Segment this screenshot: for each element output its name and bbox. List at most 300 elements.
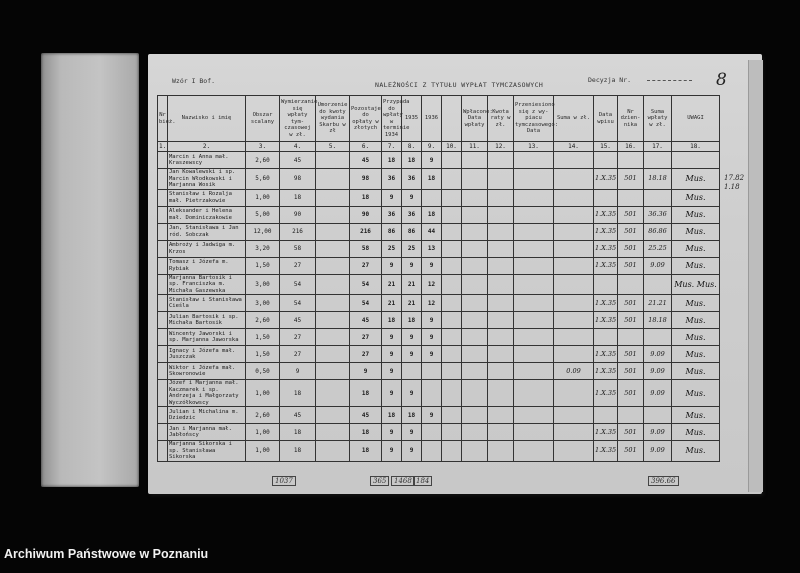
cell-c7: 9 <box>382 424 402 441</box>
cell-empty <box>442 346 462 363</box>
cell-c9: 12 <box>422 295 442 312</box>
cell-c9 <box>422 424 442 441</box>
cell-name: Stanisław i Stanisława Cieśla <box>168 295 246 312</box>
cell-empty <box>488 312 514 329</box>
cell-empty <box>442 424 462 441</box>
cell-c4: 9 <box>280 363 316 380</box>
cell-empty <box>514 189 554 206</box>
cell-empty <box>554 441 594 462</box>
column-header-6: Pozostaje do opłaty w złotych <box>350 96 382 142</box>
cell-empty <box>158 363 168 380</box>
cell-c7: 9 <box>382 363 402 380</box>
cell-c18: Mus. <box>672 312 720 329</box>
cell-name: Ambroży i Jadwiga m. Krzos <box>168 240 246 257</box>
cell-c4: 45 <box>280 407 316 424</box>
cell-empty <box>442 206 462 223</box>
cell-c16 <box>618 152 644 169</box>
cell-c5 <box>316 407 350 424</box>
cell-c18: Mus. <box>672 424 720 441</box>
column-header-2: Nazwisko i imię <box>168 96 246 142</box>
cell-c7: 18 <box>382 312 402 329</box>
cell-c7: 9 <box>382 346 402 363</box>
cell-c8: 21 <box>402 274 422 295</box>
cell-c16 <box>618 407 644 424</box>
cell-c6: 18 <box>350 380 382 407</box>
cell-c15: 1.X.35 <box>594 312 618 329</box>
cell-empty <box>442 169 462 190</box>
cell-c5 <box>316 363 350 380</box>
cell-c9 <box>422 363 442 380</box>
cell-c14: 0.09 <box>554 363 594 380</box>
cell-c18: Mus. <box>672 346 720 363</box>
cell-c4: 90 <box>280 206 316 223</box>
cell-c6: 58 <box>350 240 382 257</box>
cell-empty <box>514 223 554 240</box>
cell-c6: 27 <box>350 346 382 363</box>
cell-empty <box>158 329 168 346</box>
cell-c5 <box>316 257 350 274</box>
column-number-16: 16. <box>618 142 644 152</box>
column-header-3: Obszar scalany <box>246 96 280 142</box>
cell-c4: 54 <box>280 295 316 312</box>
cell-c18: Mus. <box>672 240 720 257</box>
cell-c17: 86.86 <box>644 223 672 240</box>
cell-empty <box>488 223 514 240</box>
cell-c15 <box>594 274 618 295</box>
cell-empty <box>442 407 462 424</box>
cell-empty <box>554 240 594 257</box>
cell-empty <box>514 295 554 312</box>
cell-c3: 1,50 <box>246 329 280 346</box>
cell-empty <box>514 169 554 190</box>
cell-empty <box>514 346 554 363</box>
cell-c8: 9 <box>402 380 422 407</box>
table-row <box>158 206 720 223</box>
column-number-17: 17. <box>644 142 672 152</box>
cell-empty <box>488 240 514 257</box>
cell-empty <box>554 329 594 346</box>
cell-c7: 9 <box>382 257 402 274</box>
cell-empty <box>488 363 514 380</box>
cell-empty <box>462 424 488 441</box>
cell-empty <box>488 206 514 223</box>
cell-empty <box>554 223 594 240</box>
cell-c5 <box>316 295 350 312</box>
cell-c17: 9.09 <box>644 257 672 274</box>
cell-c8: 9 <box>402 346 422 363</box>
cell-empty <box>158 240 168 257</box>
cell-empty <box>488 169 514 190</box>
cell-name: Wiktor i Józefa mał. Skowronowie <box>168 363 246 380</box>
cell-empty <box>554 257 594 274</box>
cell-c8: 9 <box>402 189 422 206</box>
cell-empty <box>488 295 514 312</box>
cell-empty <box>442 380 462 407</box>
cell-c7: 86 <box>382 223 402 240</box>
cell-c16: 501 <box>618 169 644 190</box>
cell-name: Jan, Stanisława i Jan ród. Sobczak <box>168 223 246 240</box>
cell-c4: 216 <box>280 223 316 240</box>
cell-c8: 36 <box>402 169 422 190</box>
cell-empty <box>462 346 488 363</box>
cell-empty <box>554 152 594 169</box>
column-number-7: 7. <box>382 142 402 152</box>
cell-c16: 501 <box>618 295 644 312</box>
cell-empty <box>158 424 168 441</box>
cell-c8: 9 <box>402 329 422 346</box>
cell-empty <box>554 380 594 407</box>
cell-c17 <box>644 274 672 295</box>
cell-empty <box>514 424 554 441</box>
cell-c17: 9.09 <box>644 424 672 441</box>
table-row <box>158 274 720 295</box>
cell-c8: 9 <box>402 424 422 441</box>
cell-c9: 18 <box>422 206 442 223</box>
cell-c7: 18 <box>382 152 402 169</box>
cell-c15: 1.X.35 <box>594 424 618 441</box>
cell-empty <box>554 424 594 441</box>
column-number-2: 2. <box>168 142 246 152</box>
cell-c17 <box>644 407 672 424</box>
cell-c18: Mus. <box>672 363 720 380</box>
cell-c17 <box>644 152 672 169</box>
table-row <box>158 346 720 363</box>
cell-c16: 501 <box>618 346 644 363</box>
cell-name: Marcin i Anna mał. Kraszewscy <box>168 152 246 169</box>
cell-c5 <box>316 240 350 257</box>
cell-c8: 9 <box>402 441 422 462</box>
table-row <box>158 295 720 312</box>
cell-empty <box>488 257 514 274</box>
cell-empty <box>462 223 488 240</box>
cell-empty <box>442 257 462 274</box>
cell-empty <box>442 312 462 329</box>
cell-c18: Mus. <box>672 169 720 190</box>
column-number-10: 10. <box>442 142 462 152</box>
cell-c3: 1,00 <box>246 441 280 462</box>
cell-c15: 1.X.35 <box>594 240 618 257</box>
cell-c16: 501 <box>618 312 644 329</box>
cell-c3: 3,00 <box>246 274 280 295</box>
column-number-18: 18. <box>672 142 720 152</box>
cell-empty <box>158 152 168 169</box>
cell-name: Józef i Marjanna mał. Kaczmarek i sp. Andrzeja i Małgorzaty Wyczółkowscy <box>168 380 246 407</box>
cell-c3: 1,50 <box>246 257 280 274</box>
cell-c5 <box>316 274 350 295</box>
cell-empty <box>514 206 554 223</box>
total-column-17: 396.66 <box>648 476 679 486</box>
cell-c7: 25 <box>382 240 402 257</box>
cell-c15: 1.X.35 <box>594 257 618 274</box>
cell-c4: 45 <box>280 312 316 329</box>
cell-name: Aleksander i Helena mał. Dominiczakowie <box>168 206 246 223</box>
cell-c6: 45 <box>350 152 382 169</box>
cell-empty <box>462 312 488 329</box>
table-row <box>158 240 720 257</box>
table-row <box>158 363 720 380</box>
cell-c15 <box>594 189 618 206</box>
cell-c16 <box>618 329 644 346</box>
cell-c6: 9 <box>350 363 382 380</box>
cell-empty <box>488 346 514 363</box>
cell-c17: 9.09 <box>644 441 672 462</box>
cell-c18: Mus. <box>672 407 720 424</box>
table-row <box>158 169 720 190</box>
cell-empty <box>554 407 594 424</box>
column-number-row <box>158 142 720 152</box>
cell-c3: 2,60 <box>246 312 280 329</box>
cell-c3: 3,00 <box>246 295 280 312</box>
cell-empty <box>488 407 514 424</box>
cell-c6: 54 <box>350 295 382 312</box>
header-row <box>158 96 720 142</box>
column-header-13: Przeniesiono się z wy- piacu tymczasowego: Data <box>514 96 554 142</box>
cell-c17: 18.18 <box>644 169 672 190</box>
column-number-6: 6. <box>350 142 382 152</box>
column-header-5: Umorzenie do kwoty wydania Skarbu w zł <box>316 96 350 142</box>
cell-empty <box>442 295 462 312</box>
cell-c9: 18 <box>422 169 442 190</box>
cell-c6: 54 <box>350 274 382 295</box>
cell-c6: 216 <box>350 223 382 240</box>
cell-empty <box>514 329 554 346</box>
cell-c7: 21 <box>382 274 402 295</box>
column-number-9: 9. <box>422 142 442 152</box>
cell-empty <box>442 189 462 206</box>
cell-c6: 18 <box>350 441 382 462</box>
cell-c8 <box>402 363 422 380</box>
cell-c16: 501 <box>618 240 644 257</box>
cell-empty <box>514 257 554 274</box>
cell-empty <box>462 295 488 312</box>
cell-empty <box>158 257 168 274</box>
cell-empty <box>514 407 554 424</box>
cell-empty <box>462 274 488 295</box>
cell-c7: 36 <box>382 169 402 190</box>
cell-c16 <box>618 189 644 206</box>
cell-empty <box>488 329 514 346</box>
total-column-4: 1037 <box>272 476 296 486</box>
cell-empty <box>442 223 462 240</box>
cell-empty <box>488 152 514 169</box>
cell-c8: 18 <box>402 407 422 424</box>
column-header-8: 1935 <box>402 96 422 142</box>
cell-c18: Mus. <box>672 295 720 312</box>
cell-c6: 45 <box>350 312 382 329</box>
cell-c15 <box>594 329 618 346</box>
cell-c8: 86 <box>402 223 422 240</box>
cell-empty <box>554 274 594 295</box>
column-header-16: Nr dzien- nika <box>618 96 644 142</box>
cell-c5 <box>316 169 350 190</box>
cell-empty <box>554 169 594 190</box>
cell-c4: 54 <box>280 274 316 295</box>
column-header-12: Kwota raty w zł. <box>488 96 514 142</box>
cell-c9: 9 <box>422 152 442 169</box>
cell-c16: 501 <box>618 206 644 223</box>
table-row <box>158 441 720 462</box>
cell-c17: 18.18 <box>644 312 672 329</box>
cell-c3: 2,60 <box>246 152 280 169</box>
cell-c17 <box>644 329 672 346</box>
cell-empty <box>158 380 168 407</box>
column-number-12: 12. <box>488 142 514 152</box>
cell-empty <box>442 274 462 295</box>
cell-c15: 1.X.35 <box>594 206 618 223</box>
table-row <box>158 407 720 424</box>
page-number: 8 <box>716 70 727 90</box>
cell-c16: 501 <box>618 380 644 407</box>
cell-empty <box>462 240 488 257</box>
cell-c5 <box>316 206 350 223</box>
cell-empty <box>158 223 168 240</box>
cell-c16: 501 <box>618 424 644 441</box>
cell-empty <box>514 380 554 407</box>
column-header-9: 1936 <box>422 96 442 142</box>
cell-name: Marjanna Bartosik i sp. Franciszka m. Michała Gaszewska <box>168 274 246 295</box>
cell-empty <box>158 274 168 295</box>
cell-c4: 18 <box>280 441 316 462</box>
cell-c9: 9 <box>422 257 442 274</box>
cell-c5 <box>316 329 350 346</box>
cell-c8: 18 <box>402 152 422 169</box>
cell-c8: 21 <box>402 295 422 312</box>
cell-c16 <box>618 274 644 295</box>
left-paper-sheet <box>41 53 139 487</box>
column-number-11: 11. <box>462 142 488 152</box>
cell-c6: 27 <box>350 257 382 274</box>
cell-c18: Mus. <box>672 257 720 274</box>
cell-c3: 3,20 <box>246 240 280 257</box>
cell-c15: 1.X.35 <box>594 169 618 190</box>
cell-c5 <box>316 189 350 206</box>
cell-c8: 18 <box>402 312 422 329</box>
column-header-14: Suma w zł. <box>554 96 594 142</box>
total-column-7: 365 <box>370 476 389 486</box>
table-row <box>158 329 720 346</box>
column-number-1: 1. <box>159 143 167 150</box>
cell-c3: 2,60 <box>246 407 280 424</box>
cell-c15: 1.X.35 <box>594 380 618 407</box>
cell-c18: Mus. <box>672 329 720 346</box>
column-header-7: Przypada do wpłaty w terminie 1934 <box>382 96 402 142</box>
cell-empty <box>514 152 554 169</box>
cell-empty <box>514 240 554 257</box>
cell-empty <box>554 312 594 329</box>
cell-empty <box>158 346 168 363</box>
cell-name: Julian i Michalina m. Dziedzic <box>168 407 246 424</box>
cell-empty <box>462 363 488 380</box>
cell-empty <box>442 441 462 462</box>
table-row <box>158 223 720 240</box>
cell-name: Ignacy i Józefa mał. Juszczak <box>168 346 246 363</box>
cell-c15: 1.X.35 <box>594 295 618 312</box>
margin-note-1: 17.82 <box>724 174 745 182</box>
cell-c8: 25 <box>402 240 422 257</box>
cell-empty <box>514 274 554 295</box>
cell-c18: Mus. Mus. <box>672 274 720 295</box>
cell-name: Jan Kowalewski i sp. Marcin Włodkowski i Marjanna Wosik <box>168 169 246 190</box>
cell-empty <box>462 257 488 274</box>
cell-c5 <box>316 441 350 462</box>
cell-c5 <box>316 312 350 329</box>
column-header-10 <box>442 96 462 142</box>
cell-name: Stanisław i Rozalja mał. Pietrzakowie <box>168 189 246 206</box>
cell-c3: 1,00 <box>246 380 280 407</box>
column-number-8: 8. <box>402 142 422 152</box>
cell-c8: 9 <box>402 257 422 274</box>
cell-c15: 1.X.35 <box>594 346 618 363</box>
margin-note-2: 1.18 <box>724 183 740 191</box>
cell-empty <box>554 295 594 312</box>
cell-empty <box>462 189 488 206</box>
cell-empty <box>158 312 168 329</box>
cell-c4: 27 <box>280 346 316 363</box>
cell-c3: 1,00 <box>246 189 280 206</box>
table-row <box>158 380 720 407</box>
cell-c7: 9 <box>382 189 402 206</box>
column-header-15: Data wpisu <box>594 96 618 142</box>
header-form-id: Wzór I Bof. <box>172 77 216 85</box>
cell-empty <box>442 152 462 169</box>
cell-c7: 21 <box>382 295 402 312</box>
cell-c3: 1,50 <box>246 346 280 363</box>
column-number-3: 3. <box>246 142 280 152</box>
cell-c18 <box>672 152 720 169</box>
cell-c3: 12,00 <box>246 223 280 240</box>
cell-c5 <box>316 424 350 441</box>
cell-c17: 21.21 <box>644 295 672 312</box>
cell-c15 <box>594 152 618 169</box>
cell-name: Jan i Marjanna mał. Jabłońscy <box>168 424 246 441</box>
cell-c4: 58 <box>280 240 316 257</box>
column-header-17: Suma wpłaty w zł. <box>644 96 672 142</box>
cell-empty <box>488 441 514 462</box>
cell-c9: 9 <box>422 329 442 346</box>
cell-c16: 501 <box>618 441 644 462</box>
column-header-18: UWAGI <box>672 96 720 142</box>
header-title: NALEŻNOŚCI Z TYTUŁU WYPŁAT TYMCZASOWYCH <box>375 81 544 89</box>
cell-empty <box>554 346 594 363</box>
cell-empty <box>462 407 488 424</box>
cell-name: Wincenty Jaworski i sp. Marjanna Jaworska <box>168 329 246 346</box>
cell-empty <box>488 380 514 407</box>
cell-c16: 501 <box>618 363 644 380</box>
cell-c7: 9 <box>382 441 402 462</box>
cell-empty <box>462 152 488 169</box>
column-header-11: Wpłacono: Data wpłaty <box>462 96 488 142</box>
cell-c18: Mus. <box>672 223 720 240</box>
cell-c6: 98 <box>350 169 382 190</box>
total-column-8: 1468 <box>391 476 415 486</box>
column-number-13: 13. <box>514 142 554 152</box>
total-column-9: 184 <box>413 476 432 486</box>
cell-c4: 27 <box>280 329 316 346</box>
table-row <box>158 189 720 206</box>
archive-label: Archiwum Państwowe w Poznaniu <box>4 547 209 561</box>
cell-empty <box>514 363 554 380</box>
cell-c15: 1.X.35 <box>594 441 618 462</box>
cell-c5 <box>316 346 350 363</box>
cell-c7: 18 <box>382 407 402 424</box>
cell-empty <box>554 189 594 206</box>
cell-c17: 9.09 <box>644 380 672 407</box>
ledger-table <box>157 95 720 462</box>
column-number-15: 15. <box>594 142 618 152</box>
cell-c8: 36 <box>402 206 422 223</box>
cell-c15 <box>594 407 618 424</box>
column-header-4: Wymierzanie się wpłaty tym- czasowej w zł. <box>280 96 316 142</box>
